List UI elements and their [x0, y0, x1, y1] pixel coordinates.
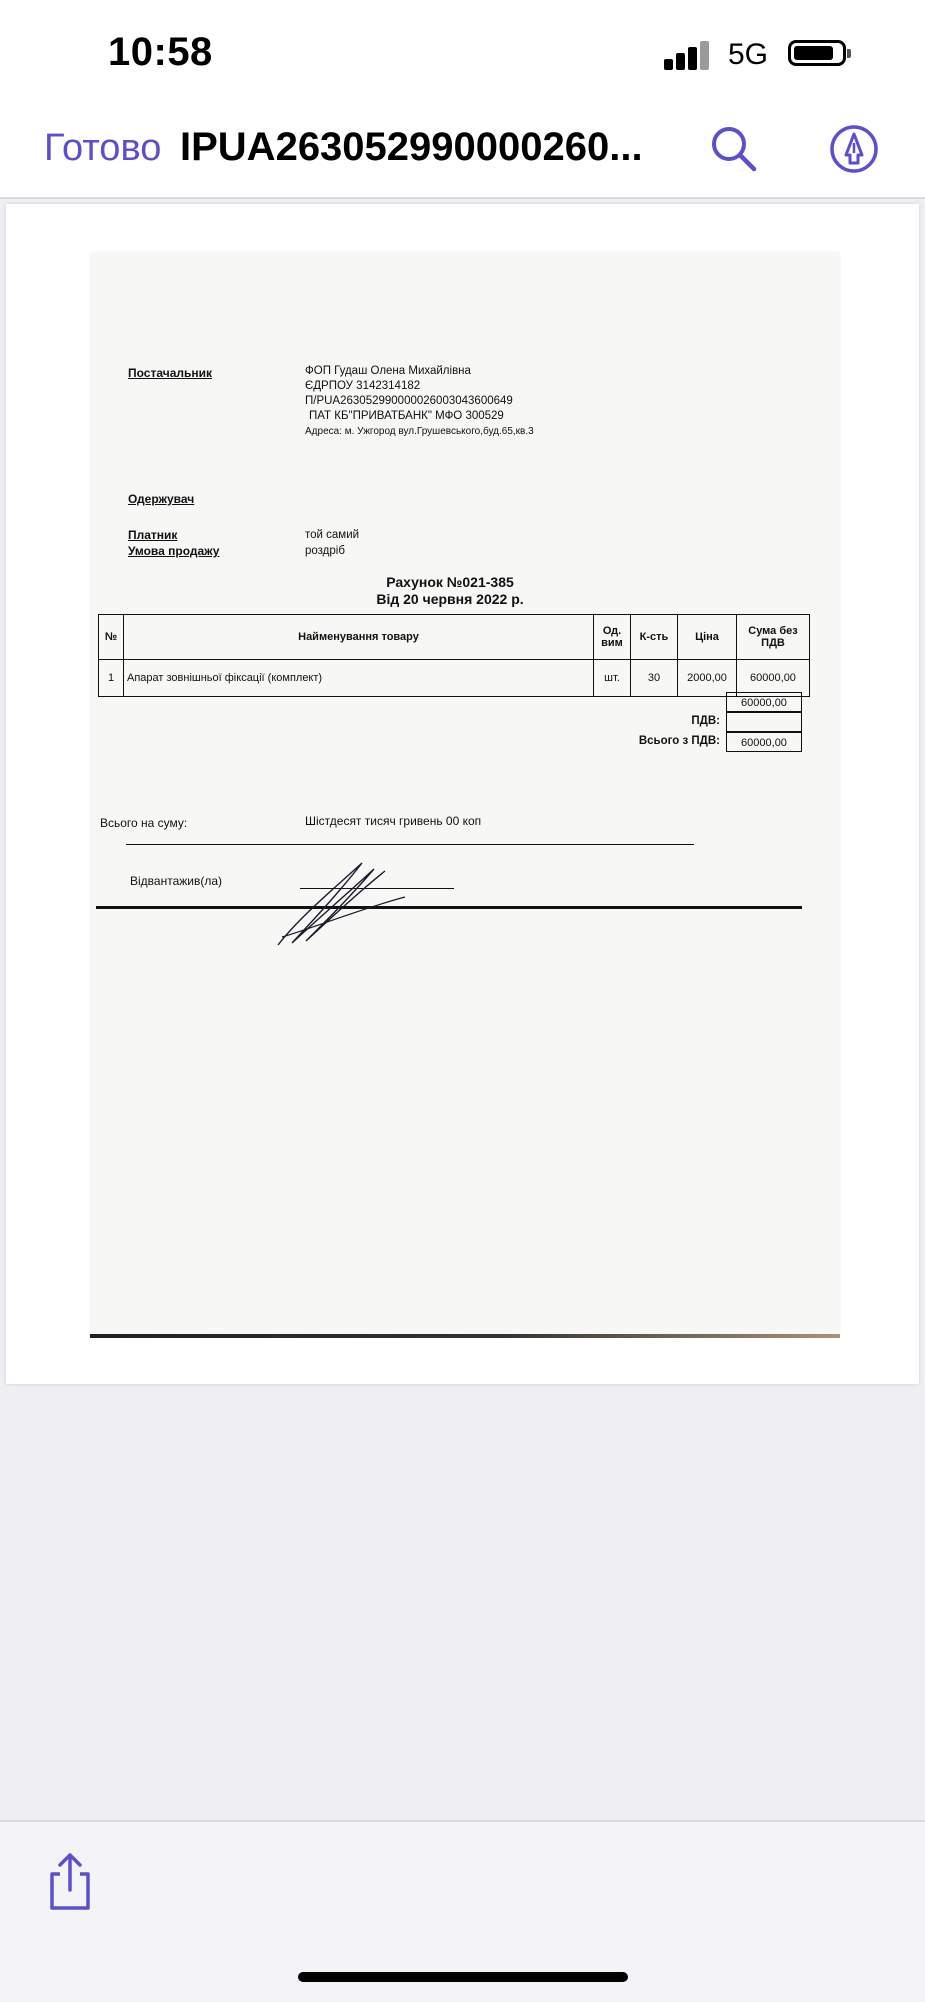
- cellular-signal-icon: [664, 40, 712, 70]
- shipped-label: Відвантажив(ла): [130, 874, 223, 888]
- network-type: 5G: [728, 38, 769, 71]
- share-button[interactable]: [44, 1852, 96, 1912]
- row-number: 1: [99, 660, 124, 697]
- supplier-bank: ПАТ КБ"ПРИВАТБАНК" МФО 300529: [309, 410, 504, 422]
- markup-pen-icon: [828, 123, 880, 175]
- col-quantity: К-сть: [631, 615, 678, 660]
- supplier-label: Постачальник: [128, 366, 212, 380]
- terms-label: Умова продажу: [128, 544, 220, 558]
- navigation-bar: [0, 105, 925, 199]
- signature-image: [270, 857, 420, 952]
- invoice-title: Рахунок №021-385: [386, 574, 514, 590]
- status-bar: [0, 0, 925, 105]
- col-unit: Од. вим: [594, 615, 631, 660]
- col-sum: Сума без ПДВ: [737, 615, 810, 660]
- sum-label: Всього на суму:: [100, 816, 188, 830]
- home-indicator[interactable]: [298, 1972, 628, 1982]
- total-box: 60000,00: [726, 732, 802, 752]
- supplier-address: Адреса: м. Ужгород вул.Грушевського,буд.65,кв.3: [305, 426, 534, 437]
- battery-icon: [788, 40, 846, 66]
- terms-value: роздріб: [305, 545, 345, 557]
- search-button[interactable]: [708, 123, 760, 175]
- supplier-account: П/РUA263052990000026003043600649: [305, 395, 513, 407]
- vat-label: ПДВ:: [691, 715, 720, 727]
- share-icon: [44, 1852, 96, 1912]
- document-page: [6, 204, 919, 1384]
- col-price: Ціна: [678, 615, 737, 660]
- done-button[interactable]: Готово: [44, 127, 162, 169]
- row-product-name: Апарат зовнішньої фіксації (комплект): [124, 660, 594, 697]
- row-sum: 60000,00: [737, 660, 810, 697]
- row-unit: шт.: [594, 660, 631, 697]
- bottom-toolbar: [0, 1820, 925, 2002]
- footer-rule: [96, 906, 802, 909]
- recipient-label: Одержувач: [128, 492, 195, 506]
- supplier-edrpou: ЄДРПОУ 3142314182: [305, 380, 421, 392]
- row-price: 2000,00: [678, 660, 737, 697]
- invoice-date: Від 20 червня 2022 р.: [376, 591, 524, 607]
- row-quantity: 30: [631, 660, 678, 697]
- supplier-details: [305, 364, 534, 439]
- markup-button[interactable]: [828, 123, 880, 175]
- table-header-row: [99, 615, 810, 660]
- sum-in-words: Шістдесят тисяч гривень 00 коп: [305, 814, 482, 828]
- payer-label: Платник: [128, 528, 178, 542]
- payer-value: той самий: [305, 529, 360, 541]
- sum-underline: [126, 844, 694, 845]
- scan-edge-shadow: [90, 1334, 840, 1338]
- vat-box: [726, 712, 802, 732]
- col-number: №: [99, 615, 124, 660]
- total-label: Всього з ПДВ:: [638, 735, 720, 747]
- search-icon: [708, 123, 760, 175]
- document-title: IPUA263052990000260...: [180, 125, 643, 169]
- status-time: 10:58: [108, 30, 213, 74]
- table-row: [99, 660, 810, 697]
- items-table: [98, 614, 810, 697]
- subtotal-box: 60000,00: [726, 692, 802, 712]
- supplier-name: ФОП Гудаш Олена Михайлівна: [305, 365, 471, 377]
- scanned-invoice: [90, 252, 840, 1337]
- col-product-name: Найменування товару: [124, 615, 594, 660]
